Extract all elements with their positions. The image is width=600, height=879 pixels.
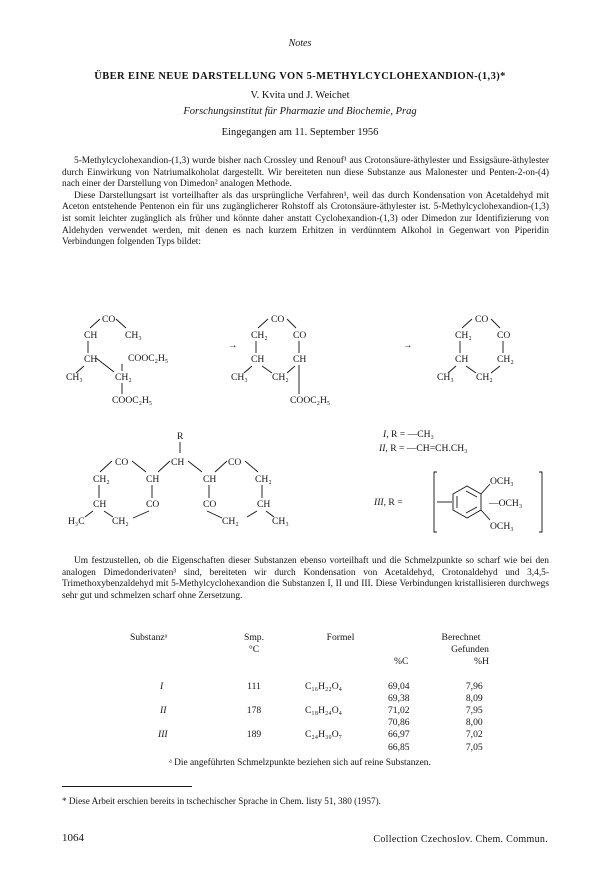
page-number: 1064	[62, 832, 84, 844]
column-header: Formel	[326, 632, 355, 643]
table-row	[130, 705, 534, 729]
chem-label: —OCH₃	[489, 498, 523, 509]
table-cell: C₁₈H₂₄O₄	[305, 705, 342, 717]
chem-label: CO	[293, 330, 307, 341]
chem-label: CH	[203, 474, 217, 485]
column-header-label: Berechnet	[441, 632, 481, 643]
chem-label: CH	[146, 474, 160, 485]
table-note: ᵃ Die angeführten Schmelzpunkte beziehen sich auf reine Substanzen.	[169, 758, 431, 768]
table-value: 7,96	[465, 680, 483, 692]
results-paragraph	[62, 556, 549, 602]
column-header-unit: °C	[248, 644, 260, 656]
article-title: ÜBER EINE NEUE DARSTELLUNG VON 5-METHYLCYCLOHEXANDION-(1,3)*	[94, 71, 506, 82]
chem-label: COOC₂H₅	[112, 395, 153, 406]
table-value: 69,38	[388, 692, 410, 704]
svg-text:III, R =	[373, 497, 403, 508]
chem-label: CO	[102, 314, 116, 325]
chem-label: CO	[203, 499, 217, 510]
chem-label: CO	[497, 330, 511, 341]
table-cell: 111	[247, 680, 261, 692]
paragraph: Um festzustellen, ob die Eigenschaften dieser Substanzen ebenso vorteilhaft und die Schmelzpunkte so scharf wie bei den analogen Dimedonderivaten³ sind, bereiteten wir durch Kondensation von Acetaldehyd, Crotonaldehyd und 3,4,5-Trimethoxybenzaldehyd mit 5-Methylcyclohexandion die Substanzen I, II und III. Diese Verbindungen kristallisieren durchwegs sehr gut und schmelzen scharf ohne Zersetzung.	[62, 556, 549, 601]
chem-label: CO	[271, 314, 285, 325]
chem-label: CH₃	[66, 372, 83, 383]
chem-label: CH	[251, 354, 265, 365]
chem-label: CH₃	[231, 372, 248, 383]
table-value: 7,05	[465, 741, 483, 753]
legend-text: , R =	[383, 497, 403, 508]
column-header-label: %H	[474, 656, 489, 668]
column-header	[388, 632, 534, 669]
paragraph: 5-Methylcyclohexandion-(1,3) wurde bisher nach Crossley und Renouf¹ aus Crotonsäure-äthylester und Essigsäure-äthylester durch Einwirkung von Natriumalkoholat dargestellt. Wir bereiteten nun diese Substanze aus Malonester und Penten-2-on-(4) nach einer der Darstellung von Dimedon² analogen Methode.	[62, 156, 549, 190]
table-row	[130, 681, 534, 705]
chem-label: CH₂	[222, 516, 239, 527]
table-value: 70,86	[388, 717, 410, 729]
chem-label: CH₃	[125, 330, 142, 341]
reaction-scheme	[0, 300, 600, 550]
table-value: 71,02	[388, 705, 410, 717]
chem-label: CH	[171, 457, 185, 468]
table-cell	[388, 681, 460, 705]
footnote-divider	[62, 786, 192, 787]
table-value: 8,09	[465, 692, 483, 704]
chem-label: OCH₃	[490, 521, 514, 532]
chem-label: CO	[115, 457, 129, 468]
chem-label: CH₂	[93, 474, 110, 485]
chem-label: CH	[293, 354, 307, 365]
running-header: Notes	[288, 38, 312, 49]
table-row	[130, 729, 534, 753]
chem-label: CH₂	[272, 372, 289, 383]
journal-name: Collection Czechoslov. Chem. Commun.	[373, 834, 548, 845]
paragraph: Diese Darstellungsart ist vorteilhafter als das ursprüngliche Verfahren¹, weil das durch Kondensation von Acetaldehyd mit Aceton entstehende Pentenon ein für uns zugänglicherer Rohstoff als Crotonsäure-äthylester ist. 5-Methylcyclohexandion-(1,3) ist somit leichter zugänglich als früher und könnte daher anstatt Cyclohexandion-(1,3) oder Dimedon zur Identifizierung von Aldehyden verwendet werden, mit denen es nach kurzem Erhitzen in verdünntem Alkohol in Gegenwart von Piperidin Verbindungen folgenden Typs bildet:	[62, 190, 549, 248]
table-value: 8,00	[465, 717, 483, 729]
chem-label: COOC₂H₅	[128, 353, 169, 364]
footnote: * Diese Arbeit erschien bereits in tschechischer Sprache in Chem. listy 51, 380 (1957).	[62, 796, 381, 806]
table-value: 66,85	[388, 741, 410, 753]
table-cell	[460, 729, 534, 753]
chem-label: CH	[84, 330, 98, 341]
chem-label: CH₂	[251, 330, 268, 341]
chem-label: COOC₂H₅	[290, 395, 331, 406]
chem-label: CH₂	[112, 516, 129, 527]
received-date: Eingegangen am 11. September 1956	[221, 127, 379, 138]
chem-label: CH₃	[272, 516, 289, 527]
column-header: Substanzᵃ	[130, 632, 168, 643]
table-cell: I	[160, 680, 164, 692]
chem-label: R	[177, 431, 184, 442]
table-cell: 178	[246, 705, 262, 717]
article-authors: V. Kvita und J. Weichet	[250, 90, 350, 101]
column-header-label: Gefunden	[451, 644, 489, 656]
column-header	[215, 632, 293, 669]
chem-label: CH₃	[437, 372, 454, 383]
table-cell	[460, 705, 534, 729]
chem-label: CH	[84, 354, 98, 365]
svg-text:I, R = —CH₃	[382, 429, 434, 440]
table-value: 7,95	[465, 705, 483, 717]
column-header-label: %C	[394, 656, 409, 668]
chem-label: CO	[475, 314, 489, 325]
chem-label: OCH₃	[490, 476, 514, 487]
table-cell	[460, 681, 534, 705]
chem-label: H₃C	[68, 516, 85, 527]
table-cell: 189	[246, 729, 262, 741]
chem-label: CH₂	[497, 354, 514, 365]
structure-cyclic-ester	[231, 314, 330, 406]
chem-label: CH₂	[455, 330, 472, 341]
table-cell	[388, 705, 460, 729]
article-institute: Forschungsinstitut für Pharmazie und Biochemie, Prag	[183, 106, 417, 117]
table-value: 7,02	[465, 729, 483, 741]
table-header-row	[130, 632, 534, 669]
structure-bis-adduct	[68, 431, 289, 527]
table-cell: C₂₄H₃₀O₇	[305, 729, 342, 741]
legend-text: , R = —CH₃	[386, 429, 434, 440]
chem-label: CH₂	[476, 372, 493, 383]
chem-label: CH	[93, 499, 107, 510]
structure-methylcyclohexandione	[437, 314, 514, 383]
substituent-legend	[373, 429, 542, 532]
chem-label: CH₂	[115, 372, 132, 383]
structure-malonester-adduct	[66, 314, 168, 406]
table-cell: III	[158, 729, 168, 741]
intro-paragraphs	[62, 156, 549, 249]
svg-text:II, R = —CH=CH.CH₃	[378, 443, 468, 454]
legend-label: I	[383, 429, 387, 440]
chem-label: CH	[257, 499, 271, 510]
legend-label: III	[374, 497, 384, 508]
reaction-arrow: →	[228, 340, 238, 351]
legend-text: , R = —CH=CH.CH₃	[385, 443, 468, 454]
legend-label: II	[379, 443, 386, 454]
reaction-arrow: →	[403, 340, 413, 351]
table-value: 69,04	[388, 680, 410, 692]
chem-label: CH	[455, 354, 469, 365]
chem-label: CH₂	[255, 474, 272, 485]
chem-label: CO	[228, 457, 242, 468]
table-cell	[388, 729, 460, 753]
table-value: 66,97	[388, 729, 410, 741]
table-cell: II	[160, 705, 167, 717]
analysis-table	[130, 632, 534, 754]
table-cell: C₁₆H₂₂O₄	[305, 680, 342, 692]
chem-label: CO	[146, 499, 160, 510]
column-header-label: Smp.	[244, 632, 264, 643]
